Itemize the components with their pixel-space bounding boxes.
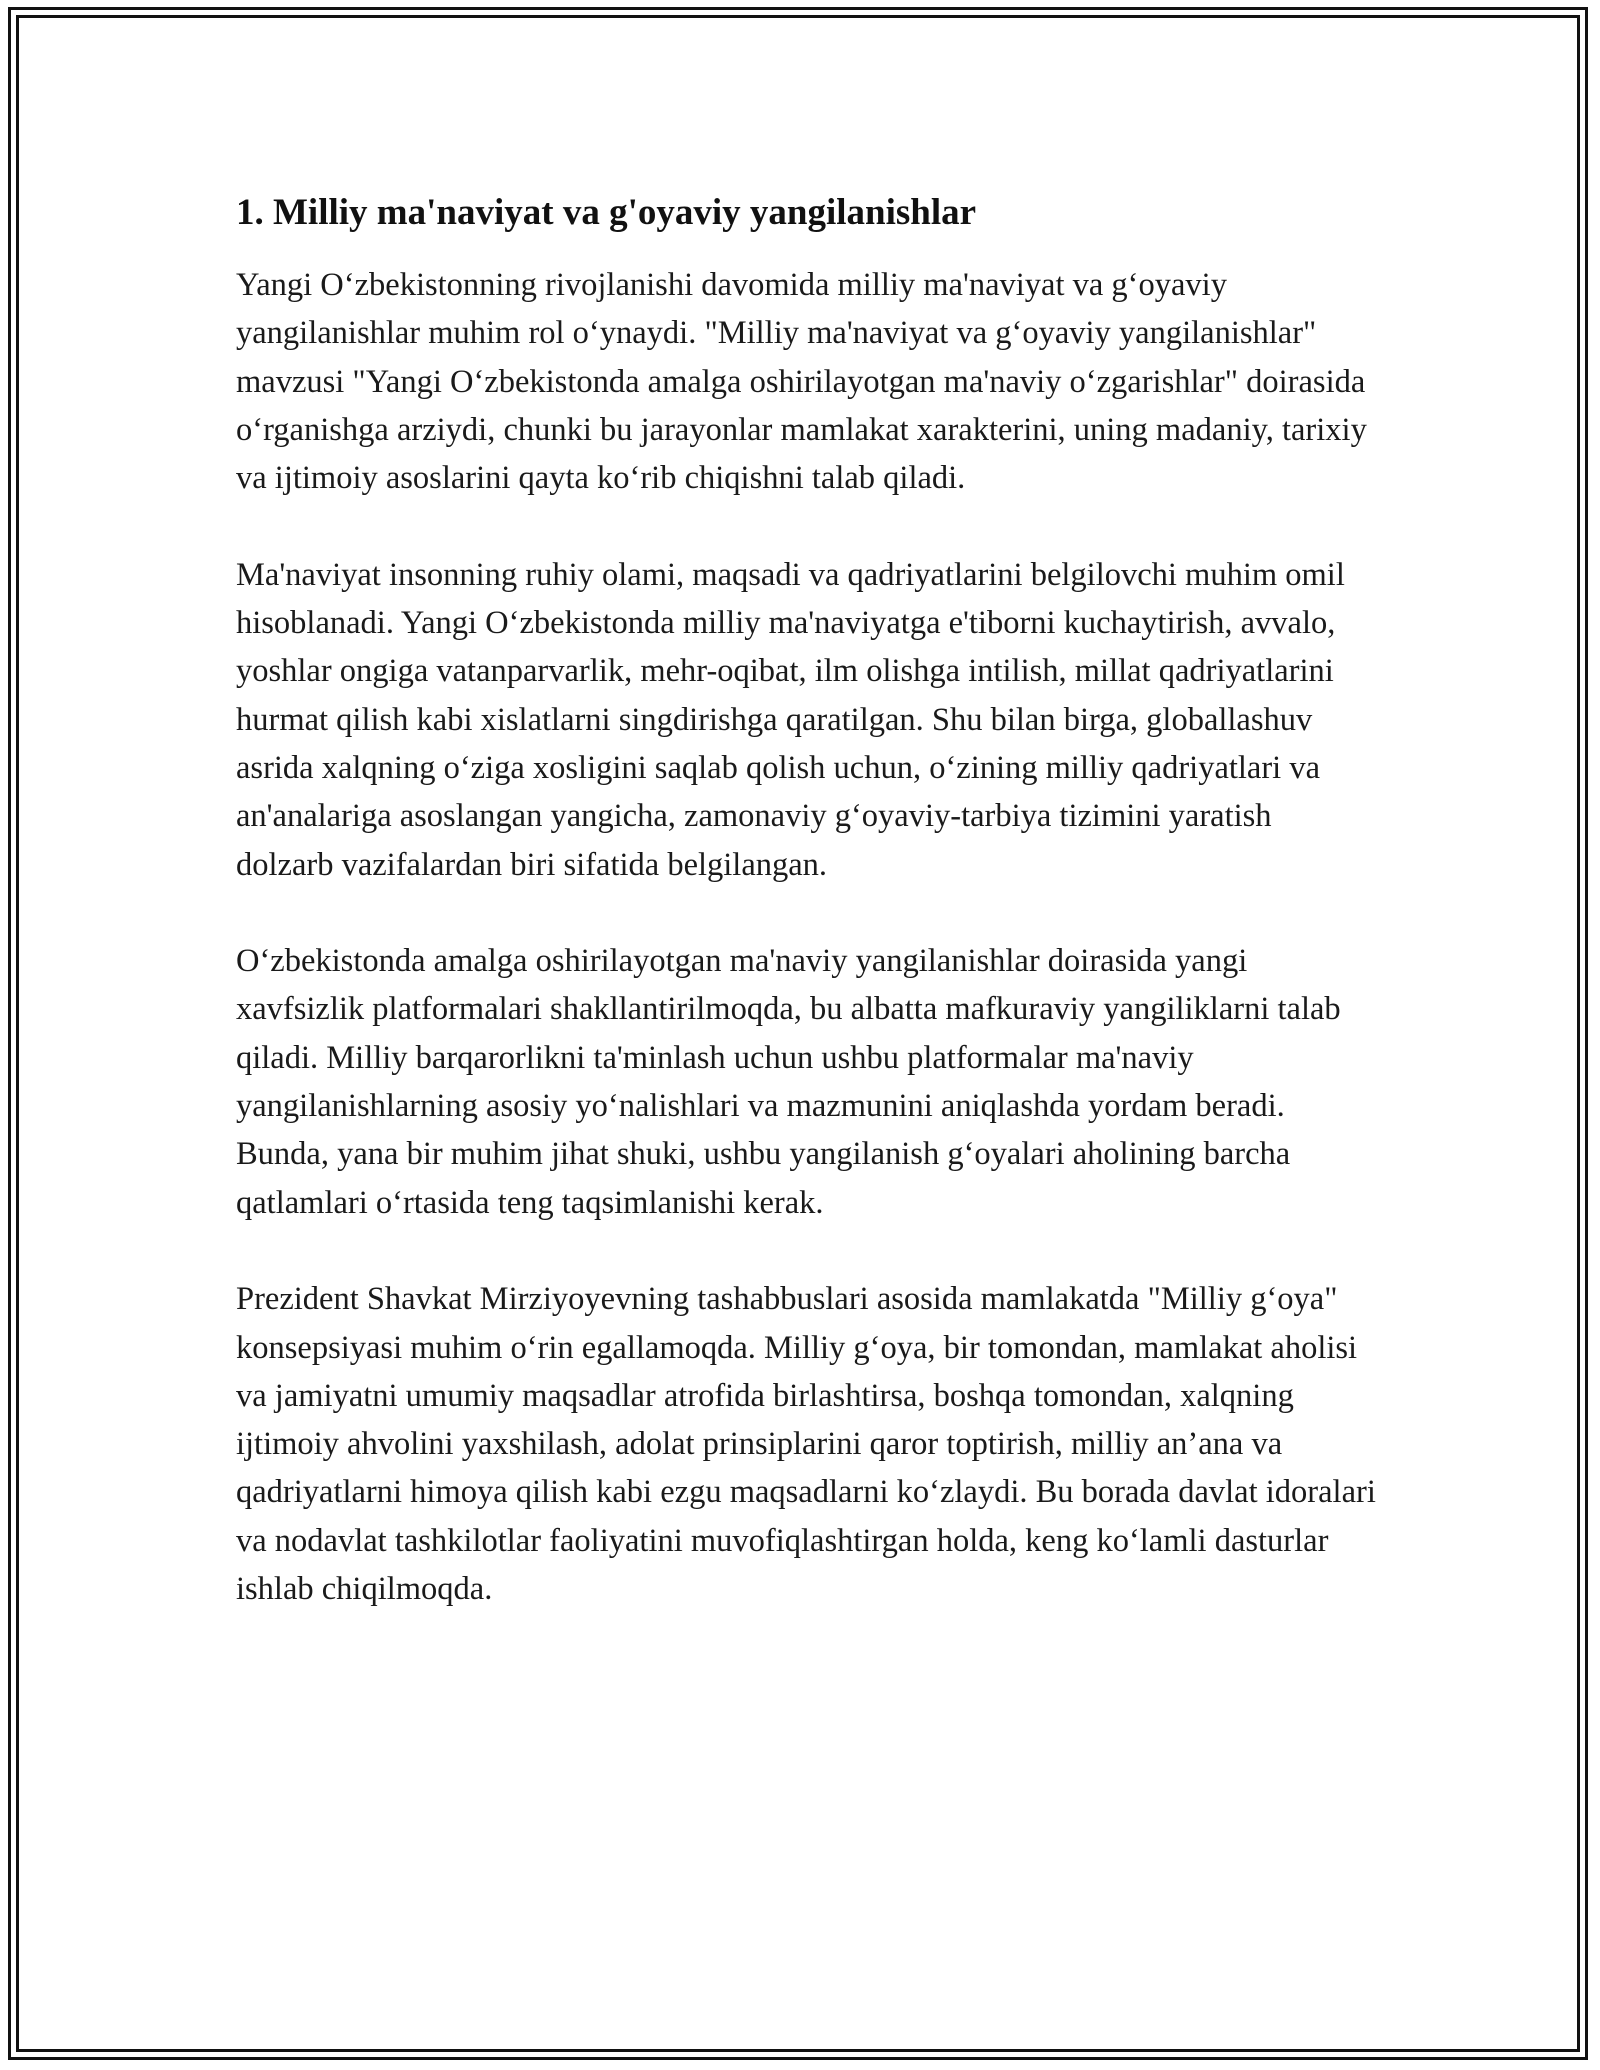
section-title: 1. Milliy ma'naviyat va g'oyaviy yangilanishlar	[236, 192, 977, 233]
document-body	[236, 185, 1376, 1662]
paragraph-4: Prezident Shavkat Mirziyoyevning tashabbuslari asosida mamlakatda "Milliy g‘oya" konsepsiyasi muhim o‘rin egallamoqda. Milliy g‘oya, bir tomondan, mamlakat aholisi va jamiyatni umumiy maqsadlar atrofida birlashtirsa, boshqa tomondan, xalqning ijtimoiy ahvolini yaxshilash, adolat prinsiplarini qaror toptirish, milliy an’ana va qadriyatlarni himoya qilish kabi ezgu maqsadlarni ko‘zlaydi. Bu borada davlat idoralari va nodavlat tashkilotlar faoliyatini muvofiqlashtirgan holda, keng ko‘lamli dasturlar ishlab chiqilmoqda.	[236, 1281, 1376, 1608]
paragraph-3: O‘zbekistonda amalga oshirilayotgan ma'naviy yangilanishlar doirasida yangi xavfsizlik platformalari shakllantirilmoqda, bu albatta mafkuraviy yangiliklarni talab qiladi. Milliy barqarorlikni ta'minlash uchun ushbu platformalar ma'naviy yangilanishlarning asosiy yo‘nalishlari va mazmunini aniqlashda yordam beradi. Bunda, yana bir muhim jihat shuki, ushbu yangilanish g‘oyalari aholining barcha qatlamlari o‘rtasida teng taqsimlanishi kerak.	[236, 943, 1341, 1221]
paragraph-1: Yangi O‘zbekistonning rivojlanishi davomida milliy ma'naviyat va g‘oyaviy yangilanishlar muhim rol o‘ynaydi. "Milliy ma'naviyat va g‘oyaviy yangilanishlar" mavzusi "Yangi O‘zbekistonda amalga oshirilayotgan ma'naviy o‘zgarishlar" doirasida o‘rganishga arziydi, chunki bu jarayonlar mamlakat xarakterini, uning madaniy, tarixiy va ijtimoiy asoslarini qayta ko‘rib chiqishni talab qiladi.	[236, 267, 1367, 497]
paragraph-2: Ma'naviyat insonning ruhiy olami, maqsadi va qadriyatlarini belgilovchi muhim omil hisoblanadi. Yangi O‘zbekistonda milliy ma'naviyatga e'tiborni kuchaytirish, avvalo, yoshlar ongiga vatanparvarlik, mehr-oqibat, ilm olishga intilish, millat qadriyatlarini hurmat qilish kabi xislatlarni singdirishga qaratilgan. Shu bilan birga, globallashuv asrida xalqning o‘ziga xosligini saqlab qolish uchun, o‘zining milliy qadriyatlari va an'analariga asoslangan yangicha, zamonaviy g‘oyaviy-tarbiya tizimini yaratish dolzarb vazifalardan biri sifatida belgilangan.	[236, 556, 1345, 883]
